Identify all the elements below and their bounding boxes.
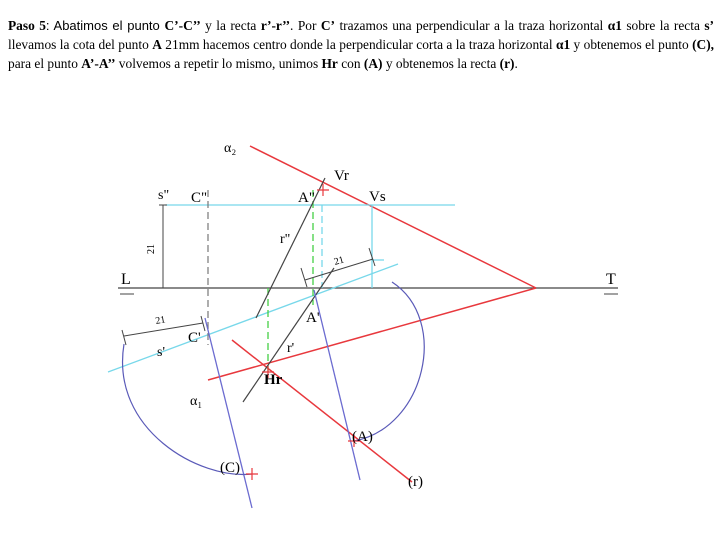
rotation-arc-a [354, 282, 424, 441]
label-c-horizontal: C' [188, 330, 201, 346]
caption-text: y obtenemos el punto [570, 37, 693, 52]
caption-bold: C’ [320, 18, 336, 33]
label-r-vertical: r" [280, 232, 291, 247]
label-r-horizontal: r' [287, 341, 295, 356]
perpendicular-through-c [205, 318, 252, 508]
marker-c-abat [246, 468, 258, 480]
label-alpha2: α₂ [224, 141, 237, 156]
caption-bold: (r) [499, 56, 515, 71]
label-vr: Vr [334, 168, 349, 184]
caption-text: . [514, 56, 518, 71]
rotation-arc-c [123, 344, 252, 474]
label-dim-21-upper: 21 [332, 254, 346, 268]
label-s-vertical: s" [158, 188, 170, 203]
label-c-abatido: (C) [220, 460, 240, 476]
label-alpha1: α₁ [190, 394, 203, 409]
caption-text: 21mm hacemos centro donde la perpendicular corta a la traza horizontal [161, 37, 556, 52]
label-a-abatido: (A) [352, 429, 373, 445]
label-hr: Hr [264, 372, 283, 388]
label-vs: Vs [369, 189, 386, 205]
vertical-trace-alpha2 [250, 146, 536, 288]
label-r-abatida: (r) [408, 474, 423, 490]
caption-text: volvemos a repetir lo mismo, unimos [115, 56, 322, 71]
caption-bold: α1 [607, 18, 622, 33]
point-markers [246, 184, 360, 480]
label-c-vertical: C" [191, 190, 208, 206]
horizontal-trace-alpha1 [208, 288, 536, 380]
label-dim-21-lower: 21 [154, 314, 167, 327]
caption-text: llevamos la cota del punto [8, 37, 153, 52]
label-a-vertical: A" [298, 190, 315, 206]
label-l: L [121, 271, 131, 288]
caption-text: trazamos una perpendicular a la traza horizontal [335, 18, 608, 33]
caption-text: y obtenemos la recta [382, 56, 500, 71]
caption-bold: A’-A’’ [81, 56, 116, 71]
label-cota-21: 21 [146, 244, 157, 254]
caption-bold: α1 [555, 37, 571, 52]
caption-text: con [337, 56, 364, 71]
caption-text: sobre la recta [621, 18, 705, 33]
label-a-horizontal: A' [306, 310, 320, 326]
step-label: Paso 5 [8, 18, 46, 33]
caption-bold: A [152, 37, 162, 52]
marker-vr [317, 184, 329, 196]
caption-text: : Abatimos el punto [45, 18, 165, 33]
abatted-line-r [232, 340, 412, 482]
caption-bold: r’-r’’ [260, 18, 291, 33]
caption-bold: (A) [363, 56, 383, 71]
caption-bold: Hr [321, 56, 338, 71]
dimension-upper-end-left [301, 268, 307, 287]
label-t: T [606, 271, 616, 288]
caption-text: . Por [290, 18, 321, 33]
caption-bold: s’ [704, 18, 715, 33]
dimension-lower-end-left [122, 330, 126, 345]
caption-text: y la recta [200, 18, 261, 33]
caption-bold: C’-C’’ [164, 18, 201, 33]
caption-text: para el punto [8, 56, 82, 71]
perpendicular-through-a [314, 290, 360, 480]
caption-bold: (C), [692, 37, 714, 52]
label-s-horizontal: s' [157, 345, 165, 360]
